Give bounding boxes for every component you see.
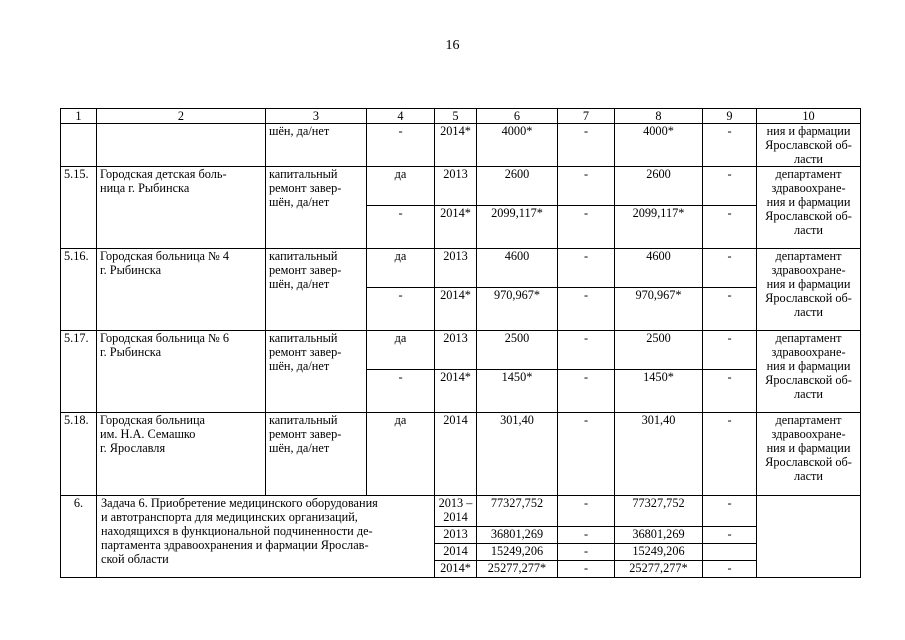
indicator-cell [266,331,367,413]
cell-line: 2013 [443,527,468,541]
row-number-cell: 6. [61,496,97,578]
cell-line: ласти [793,387,823,401]
cell-line: Ярославской об- [765,209,852,223]
value-cell: 77327,752 [615,496,703,527]
cell-line: ния и фармации [766,441,851,455]
indicator-cell: шён, да/нет [266,124,367,167]
cell-line: 2014* [440,561,471,575]
cell-line: капитальный [269,249,338,263]
year-cell: 2013 [435,167,477,206]
value-cell: - [703,124,757,167]
executor-cell [757,167,861,249]
value-cell: - [558,288,615,331]
header-cell: 6 [477,109,558,124]
executor-cell [757,249,861,331]
value-cell: 15249,206 [615,544,703,561]
cell-line: ласти [793,305,823,319]
value-cell: 4600 [615,249,703,288]
value-cell: - [558,413,615,496]
cell-line: здравоохране- [771,181,846,195]
value-cell: - [558,206,615,249]
row-number-cell: 5.15. [61,167,97,249]
value-cell: - [703,288,757,331]
year-cell: 2013 [435,249,477,288]
cell-line: ласти [793,469,823,483]
value-cell: - [367,288,435,331]
value-cell: 1450* [615,370,703,413]
value-cell: - [367,370,435,413]
row-number-cell: 5.17. [61,331,97,413]
header-cell: 1 [61,109,97,124]
cell-line: г. Рыбинска [100,263,162,277]
cell-line: ния и фармации [766,195,851,209]
value-cell: - [703,561,757,578]
cell-line: Городская больница [100,413,205,427]
table-row [61,331,861,370]
value-cell: - [558,561,615,578]
value-cell: 2099,117* [615,206,703,249]
year-cell [435,561,477,578]
cell-line: 2014 [443,510,468,524]
cell-line: капитальный [269,167,338,181]
cell-line: г. Ярославля [100,441,166,455]
value-cell: 2500 [615,331,703,370]
year-cell: 2014* [435,370,477,413]
cell-line: 2014 [443,544,468,558]
value-cell: - [558,124,615,167]
indicator-cell [266,413,367,496]
value-cell: 970,967* [615,288,703,331]
value-cell: да [367,413,435,496]
cell-line: ния и фармации [766,359,851,373]
value-cell: - [558,167,615,206]
cell-line: Городская детская боль- [100,167,227,181]
value-cell: 2600 [477,167,558,206]
value-cell: 36801,269 [615,527,703,544]
value-cell: - [703,206,757,249]
value-cell: 4000* [477,124,558,167]
value-cell: 4000* [615,124,703,167]
header-cell: 3 [266,109,367,124]
year-cell: 2014* [435,288,477,331]
cell-line: ремонт завер- [269,345,342,359]
table-row [61,249,861,288]
year-cell [435,544,477,561]
value-cell [703,544,757,561]
cell-line: Городская больница № 6 [100,331,230,345]
object-name-cell [97,249,266,331]
value-cell: 301,40 [477,413,558,496]
object-name-cell [97,167,266,249]
table-row [61,167,861,206]
cell-line: Ярославской об- [765,455,852,469]
object-name-cell [97,331,266,413]
cell-line: здравоохране- [771,263,846,277]
cell-line: ласти [793,223,823,237]
task-row [61,496,861,527]
value-cell: 2099,117* [477,206,558,249]
cell-line: здравоохране- [771,427,846,441]
cell-line: 2013 – [438,496,473,510]
executor-cell [757,331,861,413]
cell-line: капитальный [269,413,338,427]
header-cell: 4 [367,109,435,124]
executor-cell [757,124,861,167]
value-cell: - [558,331,615,370]
table-row [61,413,861,496]
cell-line: здравоохране- [771,345,846,359]
cell-line: г. Рыбинска [100,345,162,359]
value-cell: - [703,496,757,527]
cell-line: ласти [793,152,823,166]
header-cell: 7 [558,109,615,124]
value-cell: 25277,277* [477,561,558,578]
cell-line: шён, да/нет [269,277,330,291]
value-cell: - [703,413,757,496]
value-cell: - [558,370,615,413]
object-name-cell [97,413,266,496]
cell-line: ремонт завер- [269,181,342,195]
executor-cell [757,496,861,578]
cell-line: департамент [775,331,842,345]
value-cell: 970,967* [477,288,558,331]
cell-line: департамент [775,413,842,427]
task-description-cell [97,496,435,578]
value-cell: да [367,167,435,206]
header-cell: 2 [97,109,266,124]
value-cell: - [558,249,615,288]
value-cell: 36801,269 [477,527,558,544]
cell-line: ница г. Рыбинска [100,181,190,195]
value-cell: 4600 [477,249,558,288]
year-cell: 2014* [435,206,477,249]
continuation-row [61,124,861,167]
value-cell: - [558,496,615,527]
header-row [61,109,861,124]
cell-line: шён, да/нет [269,359,330,373]
cell-line: находящихся в функциональной подчиненности де- [101,524,373,538]
value-cell: 2600 [615,167,703,206]
cell-line: департамент [775,167,842,181]
page-number: 16 [445,38,460,53]
value-cell: да [367,249,435,288]
value-cell: - [558,544,615,561]
cell-line: капитальный [269,331,338,345]
cell-line: шён, да/нет [269,195,330,209]
cell-line: им. Н.А. Семашко [100,427,196,441]
year-cell [435,496,477,527]
value-cell: да [367,331,435,370]
value-cell: 1450* [477,370,558,413]
value-cell: - [703,249,757,288]
value-cell: - [703,527,757,544]
value-cell: - [703,370,757,413]
value-cell: 77327,752 [477,496,558,527]
cell-line: ремонт завер- [269,263,342,277]
row-number-cell: 5.18. [61,413,97,496]
cell-line: ремонт завер- [269,427,342,441]
value-cell: - [367,124,435,167]
header-cell: 10 [757,109,861,124]
header-cell: 8 [615,109,703,124]
value-cell: 15249,206 [477,544,558,561]
indicator-cell [266,167,367,249]
year-cell: 2014 [435,413,477,496]
value-cell: 301,40 [615,413,703,496]
cell-line: Ярославской об- [765,138,852,152]
indicator-cell [266,249,367,331]
value-cell: 2500 [477,331,558,370]
year-cell: 2014* [435,124,477,167]
cell-line: Ярославской об- [765,291,852,305]
cell-line: Задача 6. Приобретение медицинского оборудования [101,496,378,510]
row-number-cell: 5.16. [61,249,97,331]
value-cell: - [703,167,757,206]
cell-line: Городская больница № 4 [100,249,230,263]
value-cell: - [703,331,757,370]
header-cell: 9 [703,109,757,124]
value-cell: - [367,206,435,249]
cell-line: и автотранспорта для медицинских организаций, [101,510,358,524]
value-cell: 25277,277* [615,561,703,578]
row-number-cell [61,124,97,167]
cell-line: партамента здравоохранения и фармации Ярослав- [101,538,369,552]
executor-cell [757,413,861,496]
cell-line: шён, да/нет [269,441,330,455]
value-cell: - [558,527,615,544]
object-name-cell [97,124,266,167]
cell-line: ской области [101,552,169,566]
cell-line: ния и фармации [766,277,851,291]
header-cell: 5 [435,109,477,124]
cell-line: Ярославской об- [765,373,852,387]
year-cell [435,527,477,544]
cell-line: ния и фармации [766,124,851,138]
program-table [60,108,861,578]
year-cell: 2013 [435,331,477,370]
cell-line: департамент [775,249,842,263]
